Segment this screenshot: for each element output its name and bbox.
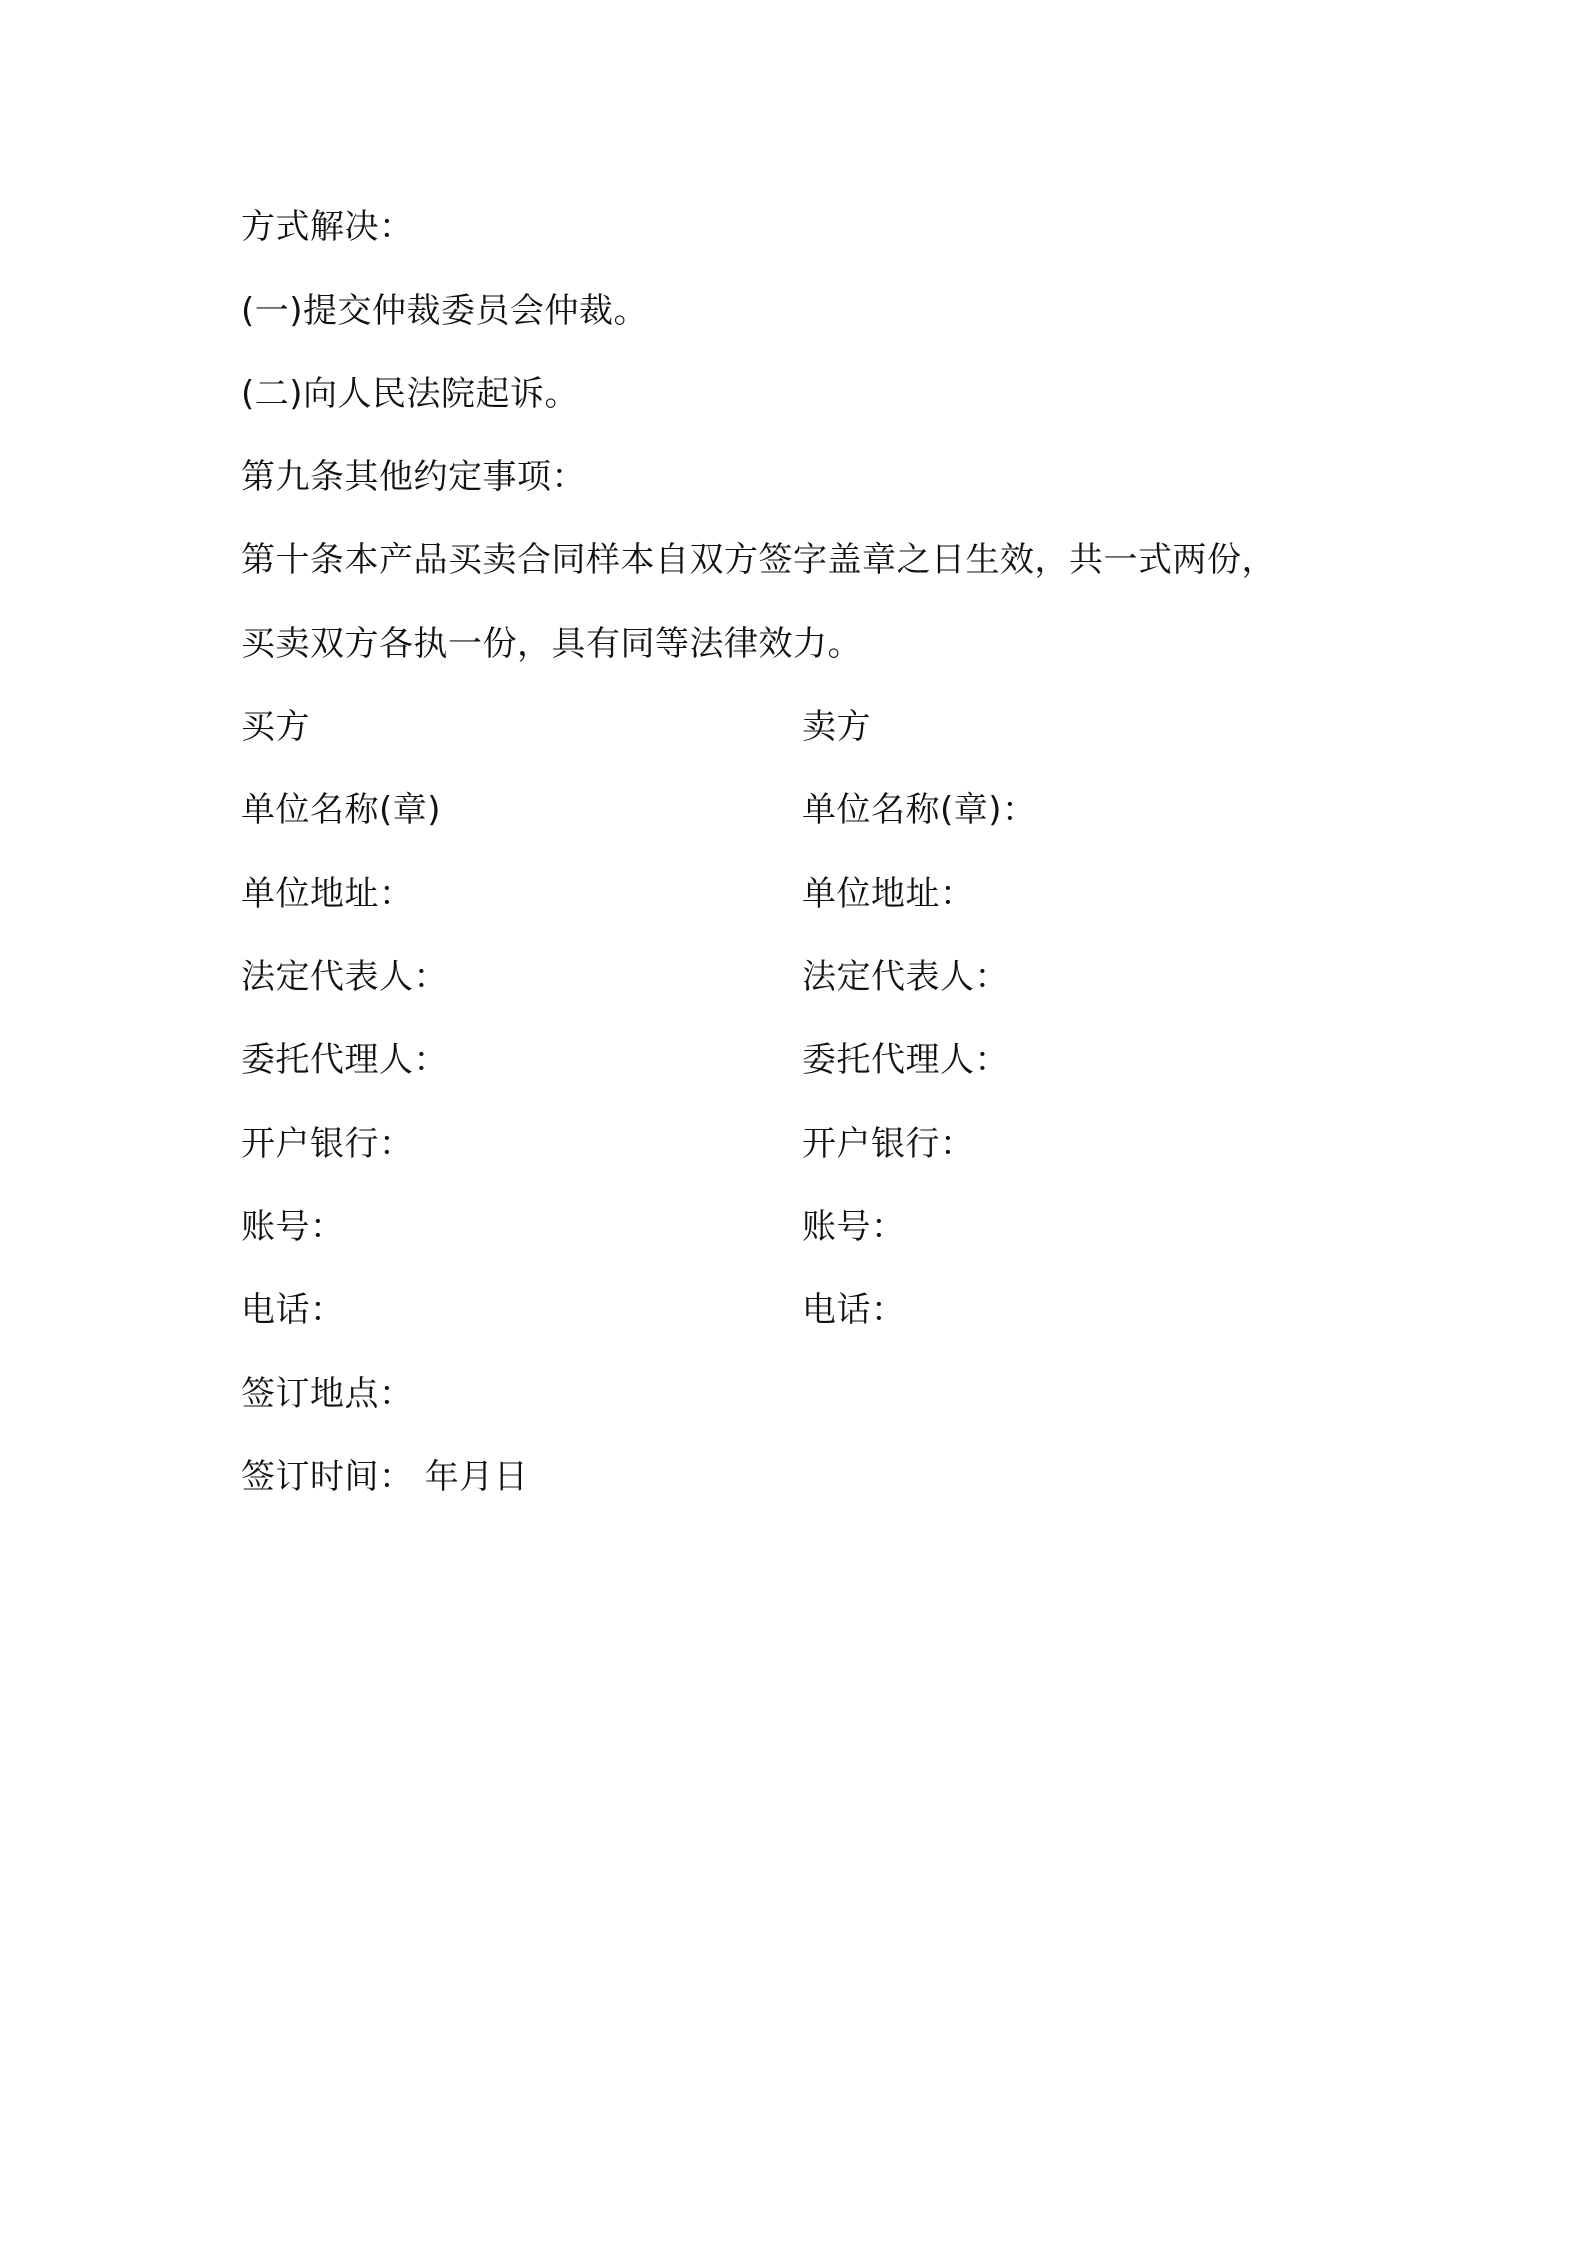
- seller-legal-rep: 法定代表人：: [802, 957, 1009, 997]
- buyer-account: 账号：: [241, 1207, 345, 1247]
- seller-account: 账号：: [802, 1207, 906, 1247]
- seller-unit-name: 单位名称(章)：: [802, 790, 1037, 830]
- seller-unit-address: 单位地址：: [802, 874, 975, 914]
- arbitration-option: (一)提交仲裁委员会仲裁。: [241, 291, 649, 331]
- article-10-line-1: 第十条本产品买卖合同样本自双方签字盖章之日生效，共一式两份，: [241, 540, 1276, 580]
- buyer-phone: 电话：: [241, 1290, 345, 1330]
- seller-agent: 委托代理人：: [802, 1040, 1009, 1080]
- seller-bank: 开户银行：: [802, 1124, 975, 1164]
- buyer-bank: 开户银行：: [241, 1124, 414, 1164]
- buyer-heading: 买方: [241, 707, 310, 747]
- signing-place: 签订地点：: [241, 1374, 414, 1414]
- seller-heading: 卖方: [802, 707, 871, 747]
- article-9-heading: 第九条其他约定事项：: [241, 457, 586, 497]
- buyer-unit-address: 单位地址：: [241, 874, 414, 914]
- buyer-unit-name: 单位名称(章): [241, 790, 442, 830]
- buyer-legal-rep: 法定代表人：: [241, 957, 448, 997]
- article-10-line-2: 买卖双方各执一份，具有同等法律效力。: [241, 624, 862, 664]
- buyer-agent: 委托代理人：: [241, 1040, 448, 1080]
- seller-phone: 电话：: [802, 1290, 906, 1330]
- litigation-option: (二)向人民法院起诉。: [241, 374, 580, 414]
- signing-time: 签订时间： 年月日: [241, 1457, 529, 1497]
- dispute-intro-text: 方式解决：: [241, 207, 414, 247]
